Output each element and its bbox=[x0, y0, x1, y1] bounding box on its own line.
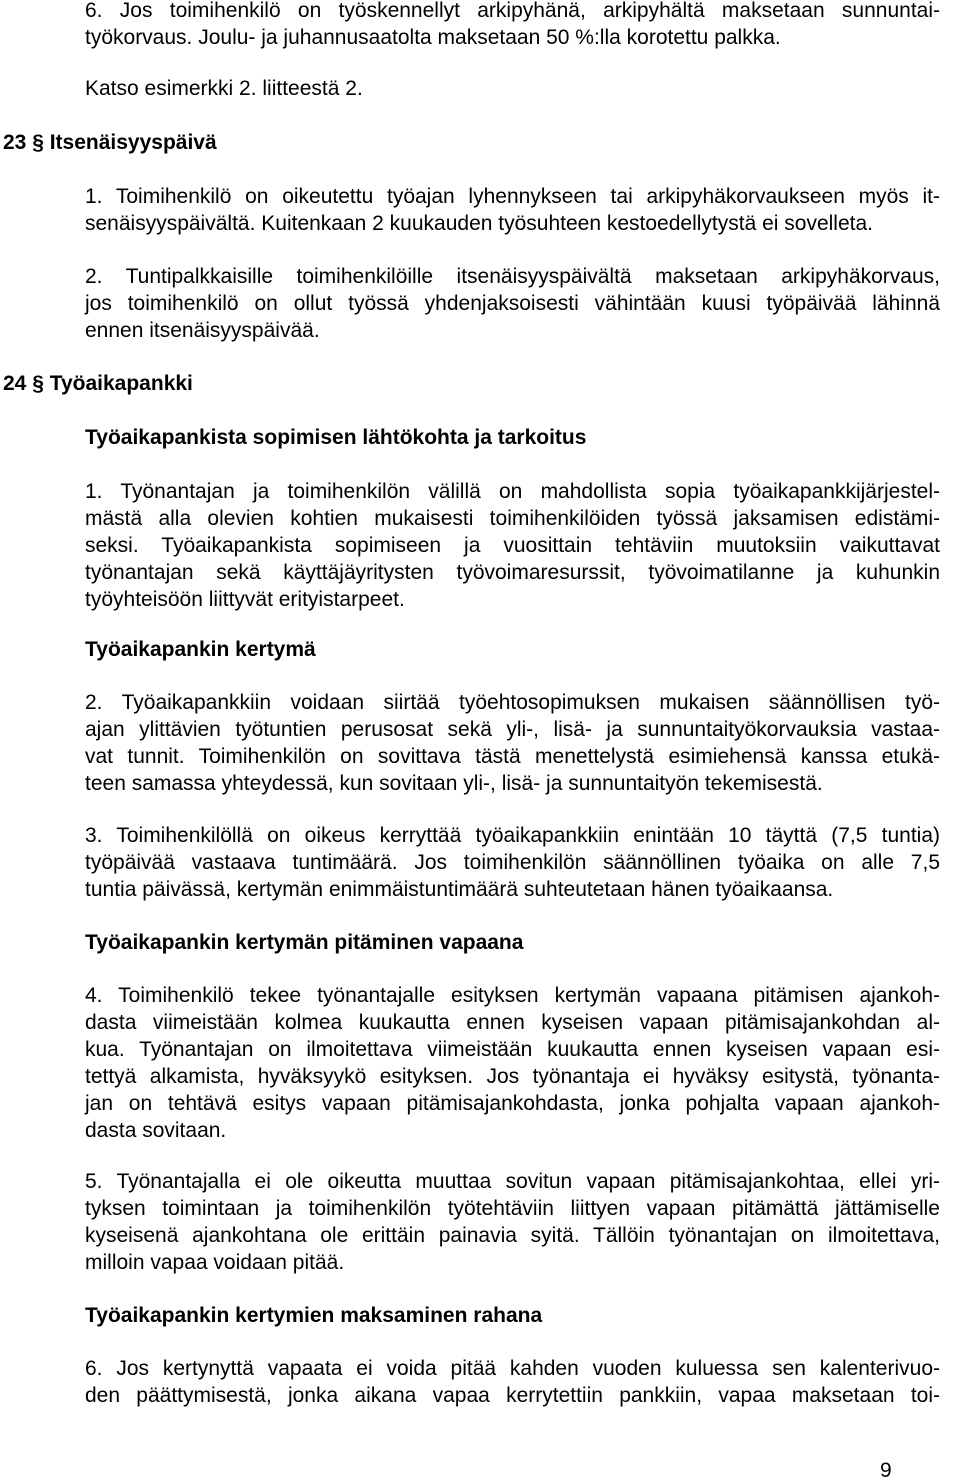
text-line: 6. Jos kertynyttä vapaata ei voida pitää kahden vuoden kuluessa sen kalenterivuo- bbox=[85, 1357, 940, 1380]
subheading-kertyma: Työaikapankin kertymä bbox=[85, 638, 316, 661]
paragraph-24-1 bbox=[85, 478, 940, 613]
text-line: 6. Jos toimihenkilö on työskennellyt arkipyhänä, arkipyhältä maksetaan sunnuntai- bbox=[85, 0, 940, 22]
text-line: tuntia päivässä, kertymän enimmäistuntimäärä suhteutetaan hänen työaikaansa. bbox=[85, 878, 834, 901]
text-line: den päättymisestä, jonka aikana vapaa kerrytettiin pankkiin, vapaa maksetaan toi- bbox=[85, 1384, 940, 1407]
subheading-vapaana: Työaikapankin kertymän pitäminen vapaana bbox=[85, 931, 524, 954]
text-line: Katso esimerkki 2. liitteestä 2. bbox=[85, 77, 363, 100]
text-line: teen samassa yhteydessä, kun sovitaan yli-, lisä- ja sunnuntaityön tekemisestä. bbox=[85, 772, 823, 795]
text-line: milloin vapaa voidaan pitää. bbox=[85, 1251, 345, 1274]
paragraph-24-6 bbox=[85, 1355, 940, 1409]
reference-line bbox=[85, 75, 940, 102]
page-number: 9 bbox=[880, 1459, 892, 1482]
text-line: 4. Toimihenkilö tekee työnantajalle esityksen kertymän vapaana pitämisen ajankoh- bbox=[85, 984, 940, 1007]
paragraph-24-2 bbox=[85, 689, 940, 797]
section-heading-24: 24 § Työaikapankki bbox=[3, 372, 193, 395]
paragraph-23-2 bbox=[85, 263, 940, 344]
text-line: työkorvaus. Joulu- ja juhannusaatolta maksetaan 50 %:lla korotettu palkka. bbox=[85, 26, 781, 49]
text-line: ajan ylittävien työtuntien perusosat sekä yli-, lisä- ja sunnuntaityökorvauksia vastaa- bbox=[85, 718, 940, 741]
text-line: 2. Tuntipalkkaisille toimihenkilöille itsenäisyyspäivältä maksetaan arkipyhäkorvaus, bbox=[85, 265, 940, 288]
paragraph-24-5 bbox=[85, 1168, 940, 1276]
text-line: tettyä alkamista, hyväksyykö esityksen. Jos työnantaja ei hyväksy esitystä, työnanta- bbox=[85, 1065, 940, 1088]
text-line: jan on tehtävä esitys vapaan pitämisajankohdasta, jonka pohjalta vapaan ajankoh- bbox=[85, 1092, 940, 1115]
paragraph-23-1 bbox=[85, 183, 940, 237]
text-line: mästä alla olevien kohtien mukaisesti toimihenkilöiden työssä jaksamisen edistämi- bbox=[85, 507, 940, 530]
text-line: 5. Työnantajalla ei ole oikeutta muuttaa sovitun vapaan pitämisajankohtaa, ellei yri- bbox=[85, 1170, 940, 1193]
text-line: 1. Työnantajan ja toimihenkilön välillä on mahdollista sopia työaikapankkijärjestel- bbox=[85, 480, 940, 503]
text-line: 3. Toimihenkilöllä on oikeus kerryttää työaikapankkiin enintään 10 täyttä (7,5 tuntia) bbox=[85, 824, 940, 847]
text-line: 2. Työaikapankkiin voidaan siirtää työehtosopimuksen mukaisen säännöllisen työ- bbox=[85, 691, 940, 714]
text-line: työnantajan sekä käyttäjäyritysten työvoimaresurssit, työvoimatilanne ja kuhunkin bbox=[85, 561, 940, 584]
subheading-lahtokohta: Työaikapankista sopimisen lähtökohta ja tarkoitus bbox=[85, 426, 587, 449]
text-line: 1. Toimihenkilö on oikeutettu työajan lyhennykseen tai arkipyhäkorvaukseen myös it- bbox=[85, 185, 940, 208]
text-line: työpäivää vastaava tuntimäärä. Jos toimihenkilön säännöllinen työaika on alle 7,5 bbox=[85, 851, 940, 874]
paragraph-6-arkipyha bbox=[85, 0, 940, 51]
text-line: jos toimihenkilö on ollut työssä yhdenjaksoisesti vähintään kuusi työpäivää lähinnä bbox=[85, 292, 940, 315]
text-line: tyksen toimintaan ja toimihenkilön työtehtäviin liittyen vapaan pitämättä jättämiselle bbox=[85, 1197, 940, 1220]
text-line: dasta viimeistään kolmea kuukautta ennen kyseisen vapaan pitämisajankohdan al- bbox=[85, 1011, 940, 1034]
text-line: kyseisenä ajankohtana ole erittäin painavia syitä. Tällöin työnantajan on ilmoitettava, bbox=[85, 1224, 940, 1247]
text-line: kua. Työnantajan on ilmoitettava viimeistään kuukautta ennen kyseisen vapaan esi- bbox=[85, 1038, 940, 1061]
text-line: ennen itsenäisyyspäivää. bbox=[85, 319, 320, 342]
section-heading-23: 23 § Itsenäisyyspäivä bbox=[3, 131, 217, 154]
subheading-rahana: Työaikapankin kertymien maksaminen rahana bbox=[85, 1304, 543, 1327]
paragraph-24-3 bbox=[85, 822, 940, 903]
text-line: vat tunnit. Toimihenkilön on sovittava tästä menettelystä esimiehensä kanssa etukä- bbox=[85, 745, 940, 768]
text-line: senäisyyspäivältä. Kuitenkaan 2 kuukauden työsuhteen kestoedellytystä ei sovelleta. bbox=[85, 212, 873, 235]
paragraph-24-4 bbox=[85, 982, 940, 1144]
text-line: työyhteisöön liittyvät erityistarpeet. bbox=[85, 588, 405, 611]
text-line: seksi. Työaikapankista sopimiseen ja vuosittain tehtäviin muutoksiin vaikuttavat bbox=[85, 534, 940, 557]
text-line: dasta sovitaan. bbox=[85, 1119, 227, 1142]
